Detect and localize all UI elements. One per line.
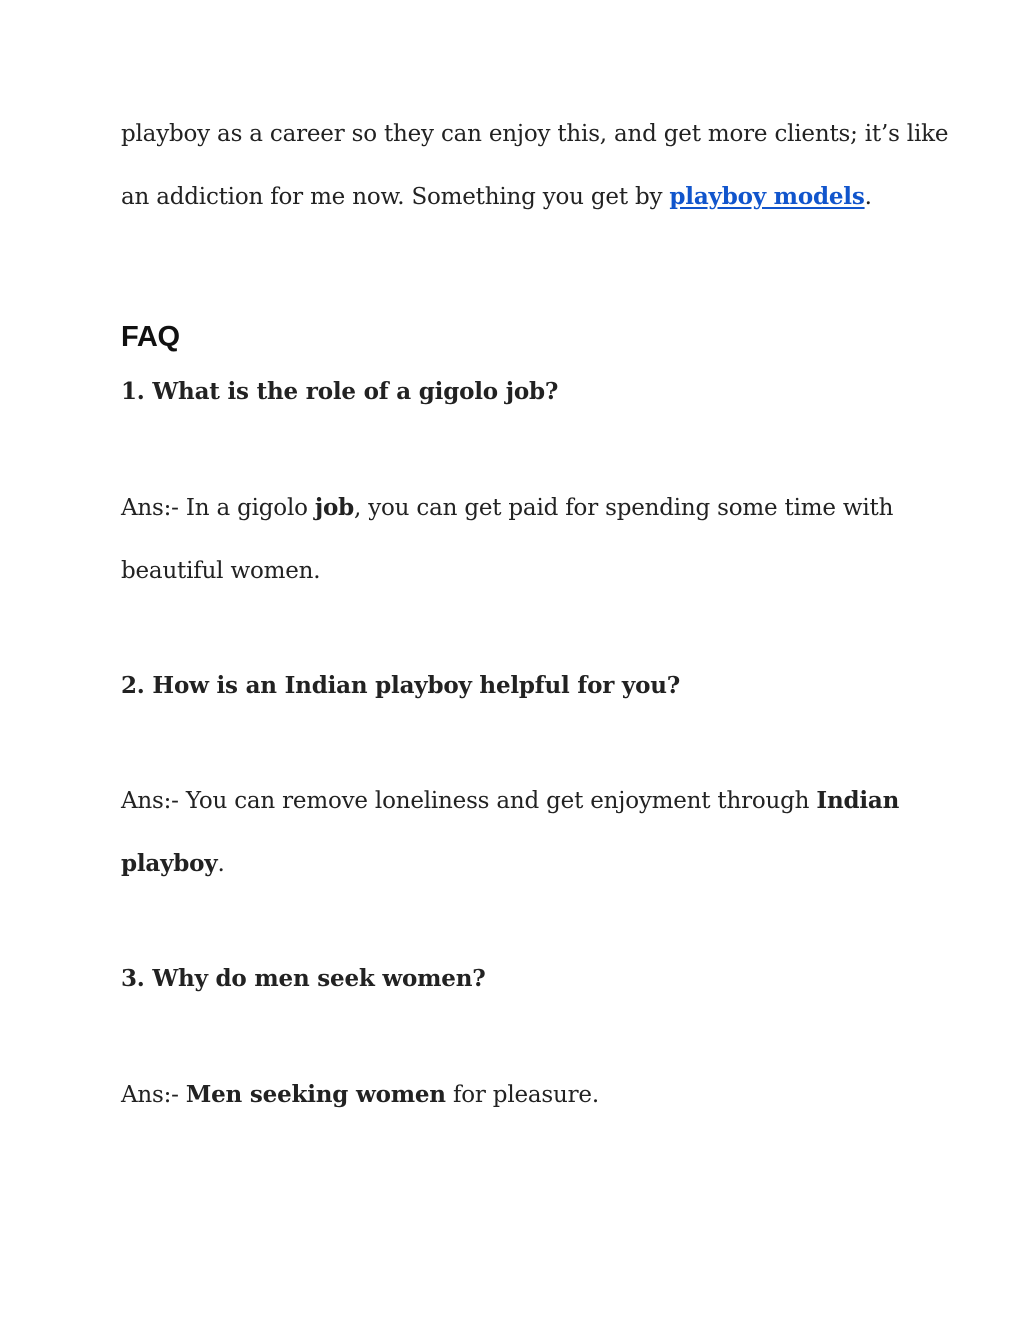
intro-text-2: an addiction for me now. Something you get by [121, 184, 670, 210]
faq-question-1: 1. What is the role of a gigolo job? [121, 378, 559, 405]
intro-line-1 [121, 120, 948, 148]
faq-answer-3-suffix: for pleasure. [445, 1082, 599, 1108]
faq-answer-1-line-1 [121, 494, 893, 522]
faq-answer-2-line-1 [121, 787, 899, 815]
faq-heading: FAQ [121, 321, 180, 353]
intro-line-2 [121, 183, 872, 211]
faq-answer-3 [121, 1081, 599, 1109]
faq-answer-1-line-2: beautiful women. [121, 558, 321, 584]
faq-question-2: 2. How is an Indian playboy helpful for you? [121, 672, 681, 699]
faq-answer-2-suffix: . [217, 851, 225, 877]
playboy-models-link[interactable]: playboy models [669, 183, 865, 210]
faq-answer-3-bold: Men seeking women [185, 1081, 446, 1108]
faq-answer-2-bold: Indian [816, 787, 900, 814]
faq-answer-3-prefix: Ans:- [121, 1082, 186, 1108]
faq-answer-1-prefix: Ans:- In a gigolo [121, 495, 315, 521]
faq-question-3: 3. Why do men seek women? [121, 965, 486, 992]
faq-answer-1-bold: job [314, 494, 355, 521]
intro-text-2-suffix: . [864, 184, 872, 210]
faq-answer-2-bold-2: playboy [121, 850, 218, 877]
intro-text-1: playboy as a career so they can enjoy this, and get more clients; it’s like [121, 121, 949, 147]
faq-answer-2-line-2 [121, 850, 225, 878]
faq-answer-2-prefix: Ans:- You can remove loneliness and get enjoyment through [121, 788, 817, 814]
faq-answer-1-suffix: , you can get paid for spending some time with [354, 495, 894, 521]
